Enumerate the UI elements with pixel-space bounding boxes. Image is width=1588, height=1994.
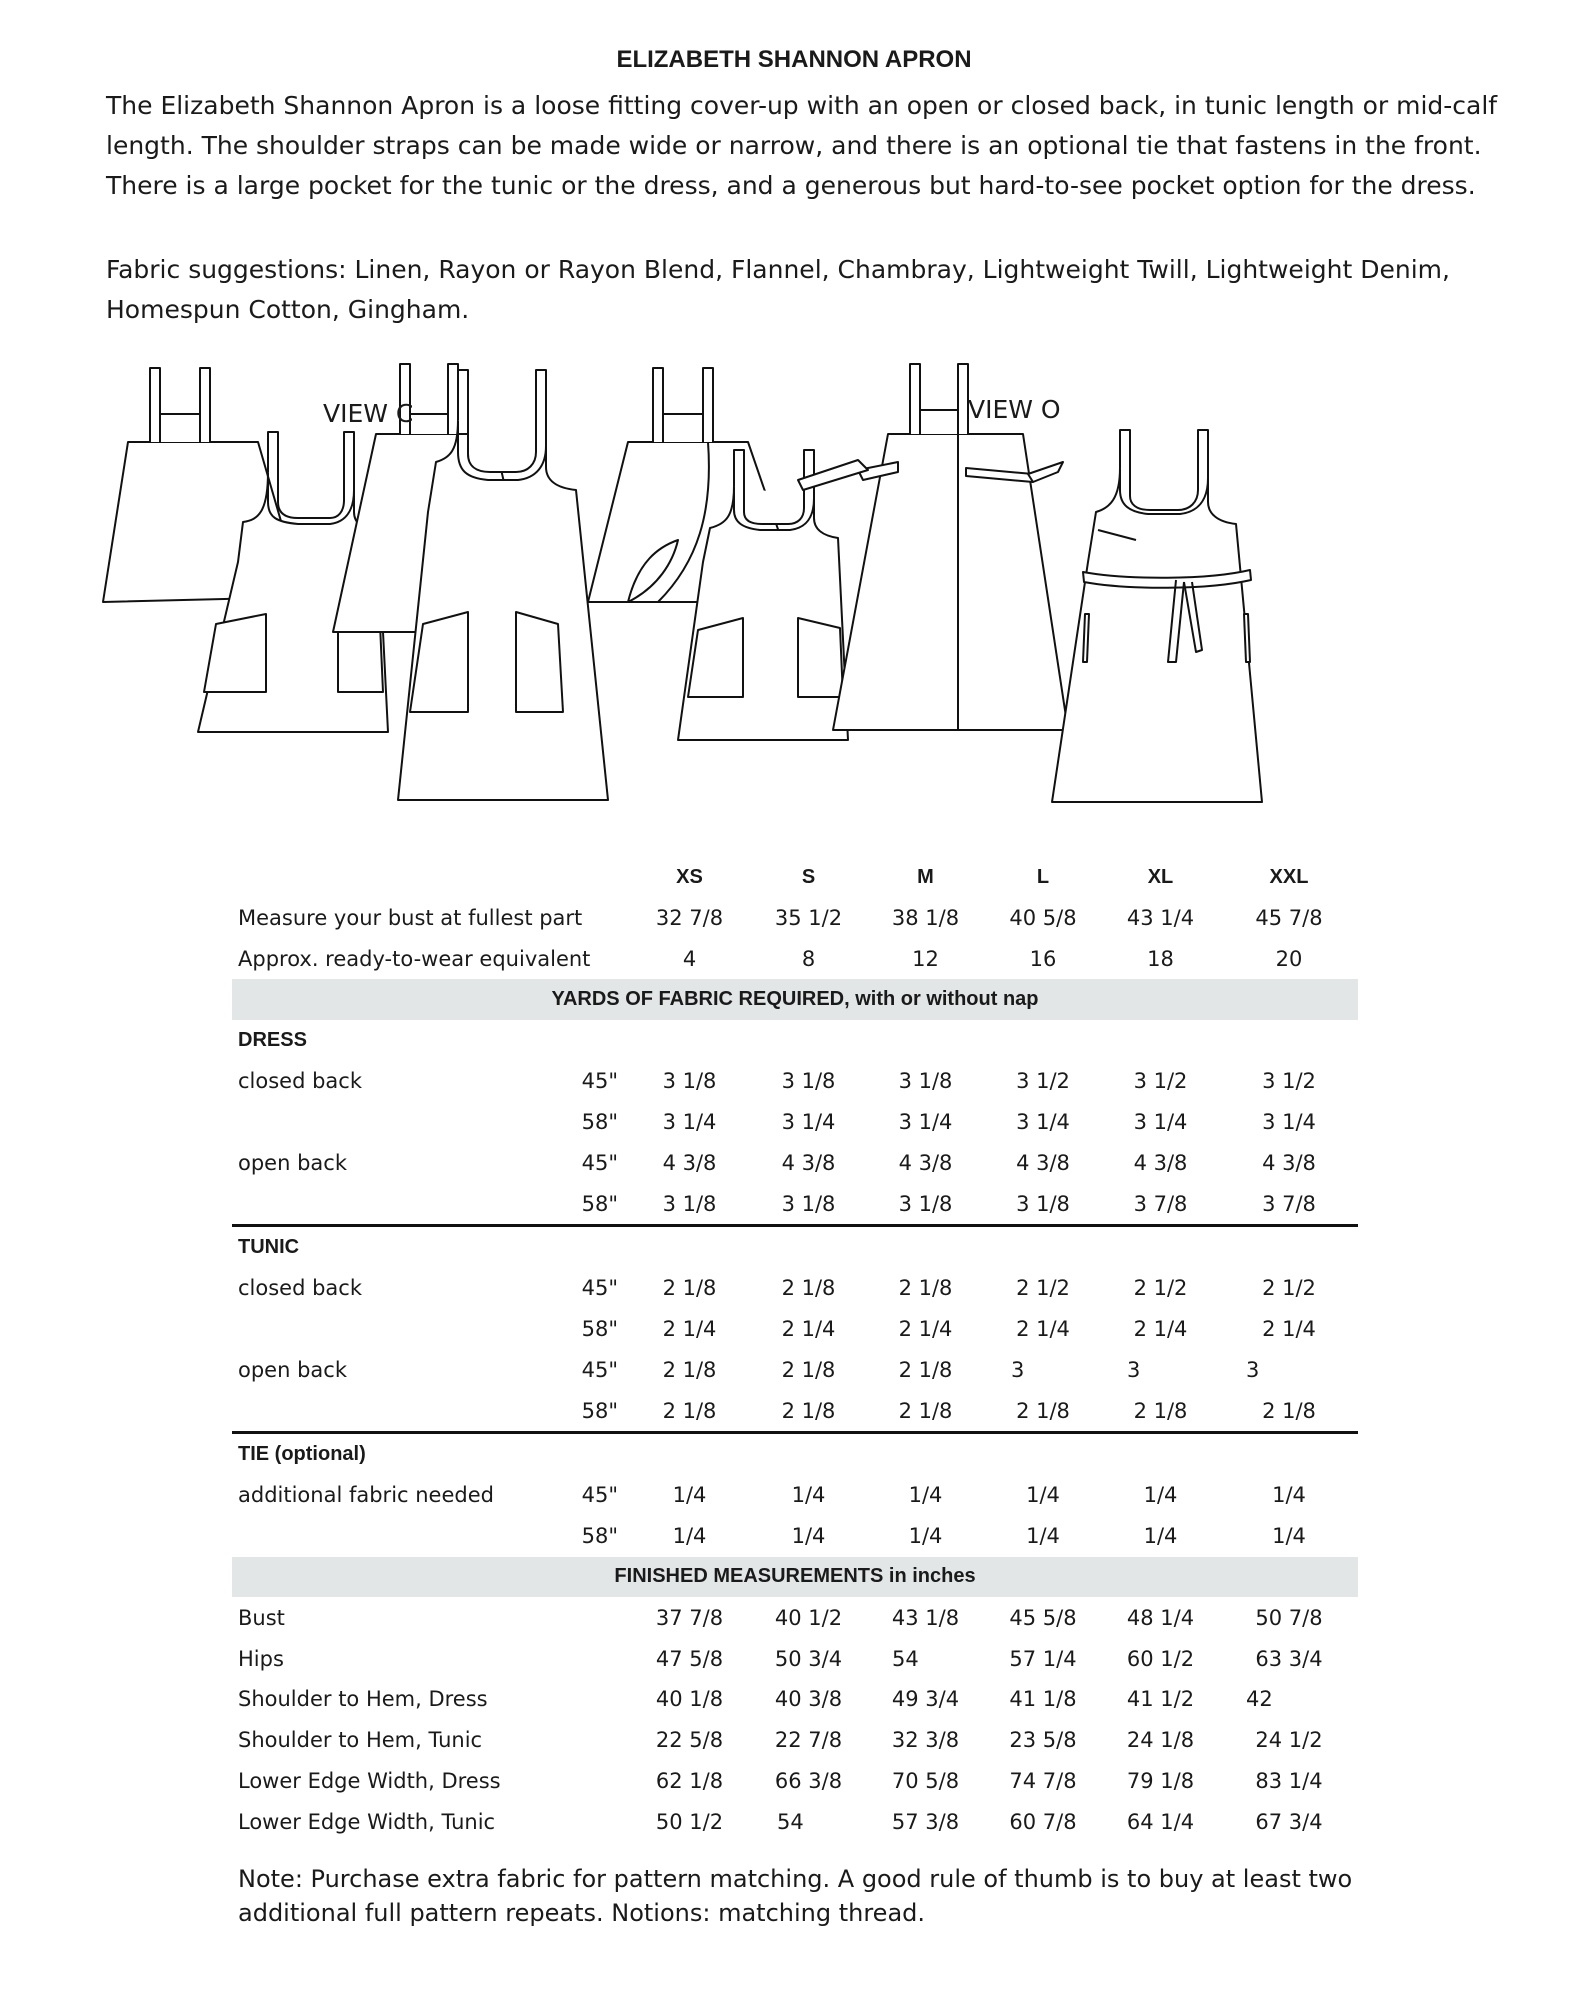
row-label: Lower Edge Width, Tunic	[238, 1809, 496, 1834]
cell: 2 1/8	[628, 1390, 751, 1432]
cell: 2 1/4	[1016, 1317, 1070, 1342]
row-label: open back	[238, 1150, 347, 1175]
row-label: closed back	[238, 1069, 363, 1094]
cell: 1/4	[672, 1524, 707, 1549]
cell: 1/4	[791, 1524, 826, 1549]
cell: 49 3/4	[891, 1687, 960, 1712]
row-label: Approx. ready-to-wear equivalent	[238, 946, 591, 971]
section-tie	[232, 1433, 1358, 1475]
fabric-suggestions: Fabric suggestions: Linen, Rayon or Rayon Blend, Flannel, Chambray, Lightweight Twill, Lightweight Denim, Homespun Cotton, Gingham.	[106, 255, 1450, 324]
cell: 40 1/2	[774, 1605, 843, 1630]
cell: 2 1/8	[866, 1390, 985, 1432]
cell: 1/4	[672, 1483, 707, 1508]
cell: 4 3/8	[1133, 1150, 1188, 1175]
dress-open-58-row	[232, 1183, 1358, 1225]
size-header: S	[801, 865, 816, 888]
cell: 60 7/8	[1009, 1809, 1077, 1834]
intro-paragraph: The Elizabeth Shannon Apron is a loose fitting cover-up with an open or closed back, in tunic length or mid-calf length. The shoulder straps can be made wide or narrow, and there is an optional tie that fastens in the front. There is a large pocket for the tunic or the dress, and a generous but hard-to-see pocket option for the dress.	[106, 91, 1498, 200]
cell: 38 1/8	[891, 906, 960, 931]
cell: 22 7/8	[774, 1728, 843, 1753]
cell: 60 1/2	[1126, 1646, 1195, 1671]
cell: 3 1/4	[1133, 1110, 1188, 1135]
cell: 41 1/8	[1009, 1687, 1077, 1712]
cell: 1/4	[1026, 1483, 1060, 1508]
cell: 3 1/8	[781, 1069, 836, 1094]
row-label: closed back	[238, 1276, 363, 1301]
cell: 3	[1127, 1357, 1141, 1382]
cell: 47 5/8	[655, 1646, 724, 1671]
cell: 3 1/2	[1133, 1069, 1188, 1094]
cell: 3 1/8	[866, 1183, 985, 1225]
section-label: DRESS	[238, 1029, 307, 1052]
finished-band	[232, 1557, 1358, 1598]
cell: 1/4	[1143, 1524, 1178, 1549]
rtw-row	[232, 939, 1358, 980]
cell: 50 7/8	[1255, 1605, 1323, 1630]
finished-lower-tunic-row	[232, 1801, 1358, 1842]
tunic-open-58-row	[232, 1390, 1358, 1432]
finished-lower-dress-row	[232, 1761, 1358, 1802]
cell: 2 1/4	[898, 1317, 953, 1342]
dress-open-45-row	[232, 1143, 1358, 1184]
cell: 2 1/8	[662, 1357, 717, 1382]
row-label: Shoulder to Hem, Dress	[238, 1687, 488, 1712]
cell: 3 7/8	[1101, 1183, 1220, 1225]
section-label: TUNIC	[238, 1236, 300, 1259]
cell: 40 3/8	[774, 1687, 843, 1712]
row-label: Hips	[238, 1646, 284, 1671]
tie-45-row	[232, 1475, 1358, 1516]
cell: 2 1/8	[781, 1276, 836, 1301]
cell: 4 3/8	[898, 1150, 953, 1175]
size-header: XL	[1147, 865, 1174, 888]
yardage-heading: YARDS OF FABRIC REQUIRED, with or without nap	[232, 979, 1358, 1020]
cell: 3 1/4	[898, 1110, 953, 1135]
cell: 2 1/2	[1133, 1276, 1188, 1301]
cell: 35 1/2	[774, 906, 843, 931]
finished-shoulder-dress-row	[232, 1679, 1358, 1720]
cell: 2 1/8	[662, 1276, 717, 1301]
cell: 54	[892, 1646, 919, 1671]
cell: 18	[1147, 946, 1174, 971]
fabric-width: 58"	[581, 1524, 618, 1549]
cell: 32 3/8	[891, 1728, 960, 1753]
cell: 70 5/8	[891, 1768, 960, 1793]
cell: 37 7/8	[655, 1605, 724, 1630]
row-label: Measure your bust at fullest part	[238, 906, 583, 931]
cell: 2 1/4	[662, 1317, 717, 1342]
cell: 57 3/8	[891, 1809, 960, 1834]
cell: 3 1/8	[985, 1183, 1101, 1225]
cell: 1/4	[1026, 1524, 1060, 1549]
cell: 66 3/8	[774, 1768, 843, 1793]
fabric-width: 45"	[581, 1150, 618, 1175]
cell: 63 3/4	[1255, 1646, 1323, 1671]
size-header: XS	[676, 865, 703, 888]
cell: 2 1/8	[751, 1390, 866, 1432]
cell: 54	[777, 1809, 804, 1834]
cell: 43 1/8	[891, 1605, 960, 1630]
tunic-open-45-row	[232, 1350, 1358, 1391]
cell: 3 1/8	[628, 1183, 751, 1225]
finished-hips-row	[232, 1638, 1358, 1679]
cell: 83 1/4	[1255, 1768, 1323, 1793]
cell: 42	[1246, 1687, 1273, 1712]
cell: 2 1/2	[1016, 1276, 1070, 1301]
section-label: TIE (optional)	[238, 1443, 366, 1466]
cell: 1/4	[908, 1524, 943, 1549]
size-header: L	[1036, 865, 1050, 888]
cell: 1/4	[1143, 1483, 1178, 1508]
cell: 2 1/4	[781, 1317, 836, 1342]
dress-closed-58-row	[232, 1102, 1358, 1143]
fabric-size-table	[232, 857, 1358, 1842]
tunic-closed-45-row	[232, 1268, 1358, 1309]
yardage-band	[232, 979, 1358, 1020]
cell: 2 1/2	[1262, 1276, 1316, 1301]
cell: 64 1/4	[1126, 1809, 1195, 1834]
cell: 2 1/8	[1220, 1390, 1358, 1432]
cell: 3 1/2	[1262, 1069, 1316, 1094]
cell: 4 3/8	[1016, 1150, 1070, 1175]
finished-heading: FINISHED MEASUREMENTS in inches	[232, 1557, 1358, 1598]
cell: 67 3/4	[1255, 1809, 1323, 1834]
fabric-width: 58"	[576, 1183, 628, 1225]
cell: 24 1/2	[1255, 1728, 1323, 1753]
cell: 3 1/8	[751, 1183, 866, 1225]
finished-shoulder-tunic-row	[232, 1720, 1358, 1761]
fabric-width: 58"	[576, 1390, 628, 1432]
row-label: Lower Edge Width, Dress	[238, 1768, 501, 1793]
cell: 2 1/8	[781, 1357, 836, 1382]
fabric-width: 58"	[581, 1317, 618, 1342]
cell: 4 3/8	[662, 1150, 717, 1175]
cell: 40 5/8	[1009, 906, 1077, 931]
cell: 8	[801, 946, 816, 971]
cell: 79 1/8	[1126, 1768, 1195, 1793]
finished-bust-row	[232, 1597, 1358, 1638]
cell: 23 5/8	[1009, 1728, 1077, 1753]
note-paragraph: Note: Purchase extra fabric for pattern matching. A good rule of thumb is to buy at least two additional full pattern repeats. Notions: matching thread.	[238, 1865, 1353, 1927]
row-label: additional fabric needed	[238, 1483, 494, 1508]
row-label: Shoulder to Hem, Tunic	[238, 1728, 483, 1753]
cell: 2 1/4	[1133, 1317, 1188, 1342]
view-c-label: VIEW C	[323, 399, 414, 428]
cell: 24 1/8	[1126, 1728, 1195, 1753]
view-o-label: VIEW O	[968, 395, 1061, 424]
cell: 3 7/8	[1220, 1183, 1358, 1225]
cell: 3 1/8	[662, 1069, 717, 1094]
illustration-view-o-dress-front	[1052, 430, 1262, 802]
size-header: M	[917, 865, 934, 888]
cell: 57 1/4	[1009, 1646, 1077, 1671]
cell: 62 1/8	[655, 1768, 724, 1793]
row-label: Bust	[238, 1605, 285, 1630]
cell: 1/4	[908, 1483, 943, 1508]
cell: 40 1/8	[655, 1687, 724, 1712]
fabric-width: 58"	[581, 1110, 618, 1135]
cell: 74 7/8	[1009, 1768, 1077, 1793]
apron-illustrations	[98, 362, 1538, 842]
cell: 32 7/8	[655, 906, 724, 931]
cell: 1/4	[1272, 1483, 1306, 1508]
cell: 4	[682, 946, 697, 971]
dress-closed-45-row	[232, 1061, 1358, 1102]
cell: 2 1/8	[898, 1276, 953, 1301]
cell: 50 1/2	[655, 1809, 724, 1834]
cell: 3 1/8	[898, 1069, 953, 1094]
tie-58-row	[232, 1516, 1358, 1557]
cell: 2 1/8	[1101, 1390, 1220, 1432]
cell: 2 1/8	[898, 1357, 953, 1382]
cell: 3 1/2	[1016, 1069, 1070, 1094]
cell: 41 1/2	[1126, 1687, 1195, 1712]
cell: 3	[1246, 1357, 1260, 1382]
fabric-width: 45"	[581, 1357, 618, 1382]
cell: 48 1/4	[1126, 1605, 1195, 1630]
row-label: open back	[238, 1357, 347, 1382]
cell: 1/4	[1272, 1524, 1306, 1549]
cell: 3 1/4	[1016, 1110, 1070, 1135]
fabric-width: 45"	[581, 1276, 618, 1301]
cell: 3 1/4	[1262, 1110, 1316, 1135]
cell: 2 1/8	[985, 1390, 1101, 1432]
cell: 43 1/4	[1126, 906, 1195, 931]
section-tunic	[232, 1226, 1358, 1268]
cell: 16	[1029, 946, 1057, 971]
cell: 20	[1275, 946, 1303, 971]
cell: 45 7/8	[1255, 906, 1323, 931]
cell: 22 5/8	[655, 1728, 724, 1753]
cell: 2 1/4	[1262, 1317, 1316, 1342]
section-dress	[232, 1020, 1358, 1061]
size-header: XXL	[1269, 865, 1309, 888]
bust-measure-row	[232, 898, 1358, 939]
fabric-width: 45"	[581, 1483, 618, 1508]
cell: 12	[912, 946, 939, 971]
cell: 3 1/4	[781, 1110, 836, 1135]
tunic-closed-58-row	[232, 1309, 1358, 1350]
cell: 50 3/4	[774, 1646, 843, 1671]
cell: 1/4	[791, 1483, 826, 1508]
cell: 4 3/8	[781, 1150, 836, 1175]
fabric-width: 45"	[581, 1069, 618, 1094]
size-header-row	[232, 857, 1358, 898]
cell: 45 5/8	[1009, 1605, 1077, 1630]
cell: 4 3/8	[1262, 1150, 1316, 1175]
cell: 3 1/4	[662, 1110, 717, 1135]
page-title: ELIZABETH SHANNON APRON	[616, 46, 972, 73]
cell: 3	[1011, 1357, 1025, 1382]
